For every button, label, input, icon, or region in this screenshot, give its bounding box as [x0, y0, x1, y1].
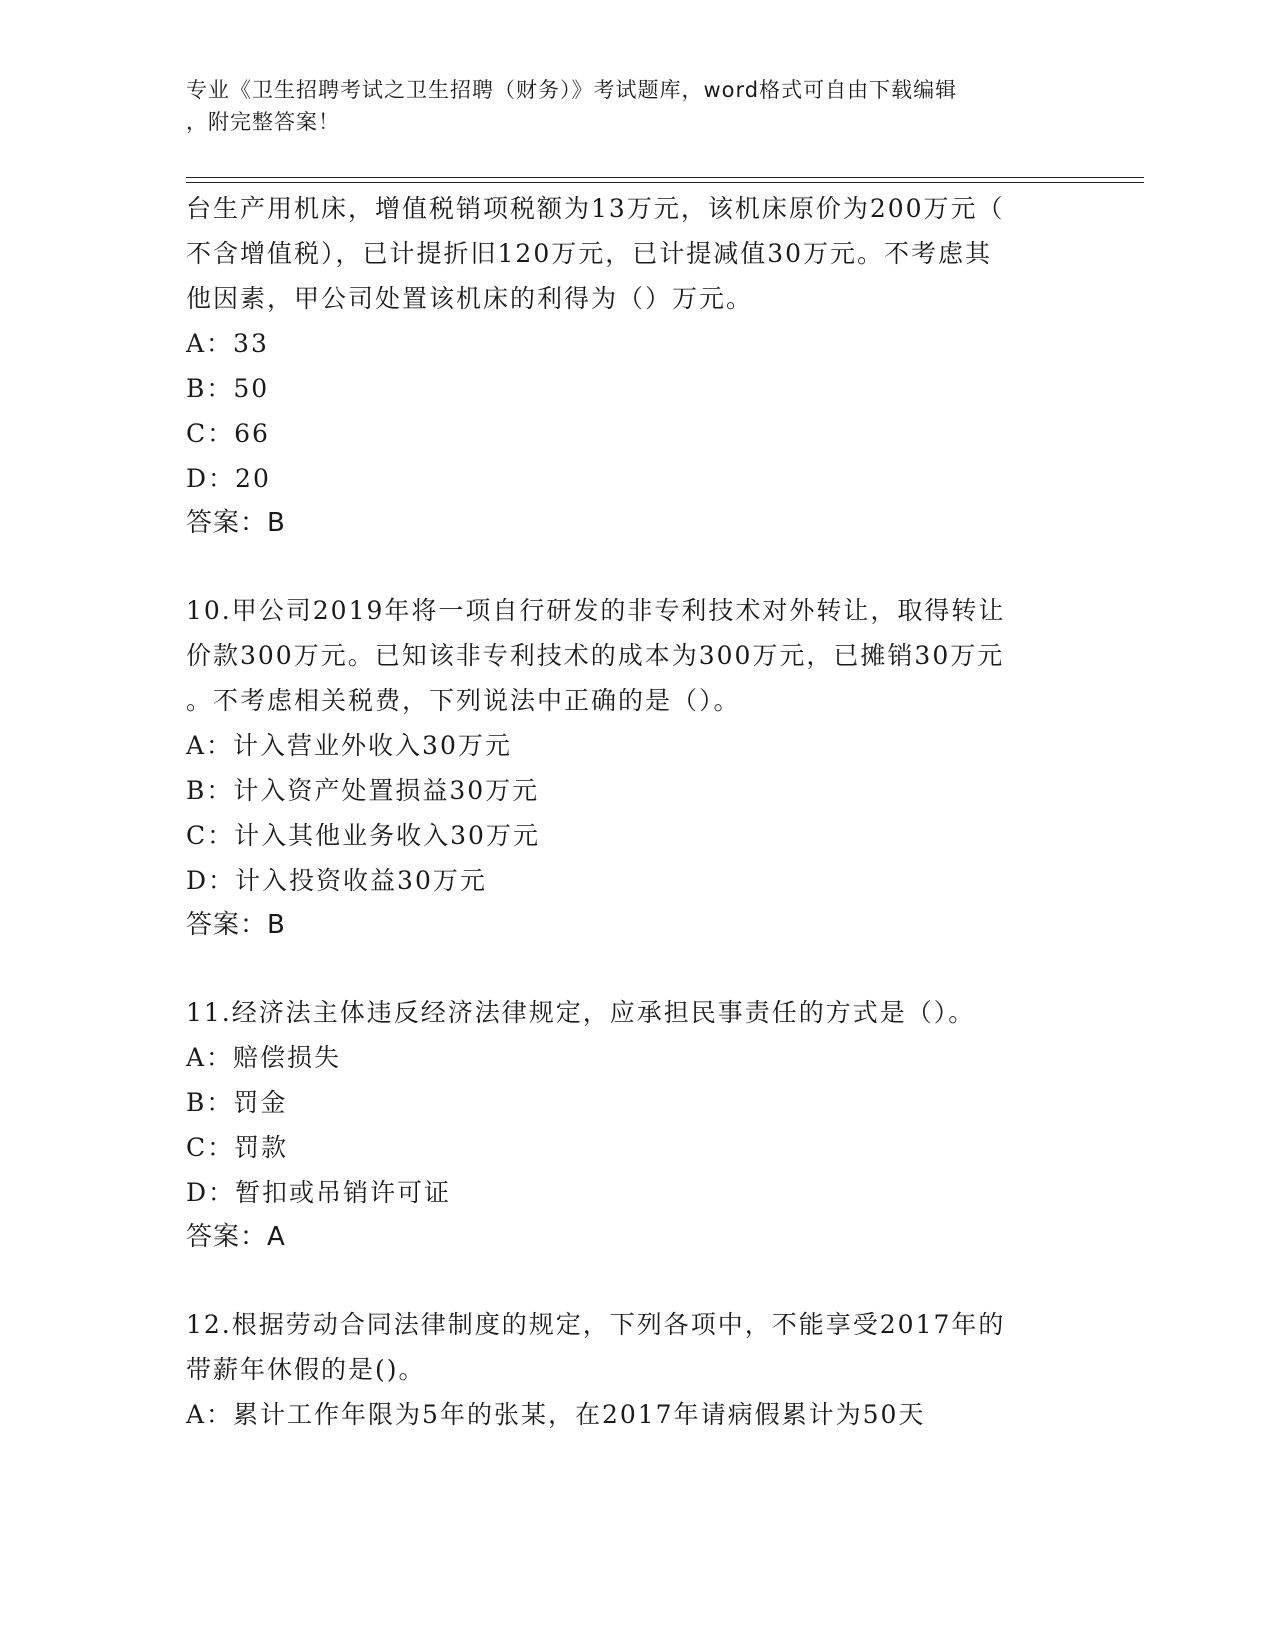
option-c: C：计入其他业务收入30万元	[186, 821, 540, 850]
answer-line: 答案：A	[186, 1222, 286, 1252]
question-text-line: 。不考虑相关税费，下列说法中正确的是（）。	[186, 686, 741, 715]
question-spacer	[186, 948, 1066, 990]
option-c: C：66	[186, 419, 270, 448]
option-b: B：计入资产处置损益30万元	[186, 776, 540, 805]
question-text-line: 他因素，甲公司处置该机床的利得为（）万元。	[186, 284, 754, 313]
answer-line: 答案：B	[186, 910, 286, 940]
document-header	[186, 74, 1066, 138]
header-divider-bottom	[186, 182, 1144, 183]
option-d: D：20	[186, 464, 271, 493]
question-text-line: 价款300万元。已知该非专利技术的成本为300万元，已摊销30万元	[186, 641, 1005, 670]
header-line-1: 专业《卫生招聘考试之卫生招聘（财务）》考试题库，word格式可自由下载编辑	[186, 78, 958, 102]
header-divider-top	[186, 177, 1144, 178]
answer-line: 答案：B	[186, 508, 286, 538]
question-11	[186, 990, 1066, 1260]
question-text-line: 10.甲公司2019年将一项自行研发的非专利技术对外转让，取得转让	[186, 596, 1006, 625]
question-text-line: 不含增值税），已计提折旧120万元，已计提减值30万元。不考虑其	[186, 239, 993, 268]
question-spacer	[186, 546, 1066, 588]
option-a: A：33	[186, 329, 269, 358]
option-a: A：赔偿损失	[186, 1043, 342, 1072]
question-12	[186, 1302, 1066, 1437]
question-text-line: 台生产用机床，增值税销项税额为13万元，该机床原价为200万元（	[186, 194, 1005, 223]
option-c: C：罚款	[186, 1133, 289, 1162]
option-a: A：计入营业外收入30万元	[186, 731, 512, 760]
header-line-2: ，附完整答案！	[186, 110, 340, 134]
question-text-line: 12.根据劳动合同法律制度的规定，下列各项中，不能享受2017年的	[186, 1310, 1006, 1339]
option-d: D：暂扣或吊销许可证	[186, 1178, 452, 1207]
option-b: B：罚金	[186, 1088, 288, 1117]
option-d: D：计入投资收益30万元	[186, 866, 487, 895]
option-b: B：50	[186, 374, 270, 403]
question-list	[186, 186, 1066, 1437]
option-a: A：累计工作年限为5年的张某，在2017年请病假累计为50天	[186, 1400, 926, 1429]
question-text-line: 带薪年休假的是()。	[186, 1355, 426, 1384]
question-spacer	[186, 1260, 1066, 1302]
question-10	[186, 588, 1066, 948]
question-9	[186, 186, 1066, 546]
question-text-line: 11.经济法主体违反经济法律规定，应承担民事责任的方式是（）。	[186, 998, 976, 1027]
